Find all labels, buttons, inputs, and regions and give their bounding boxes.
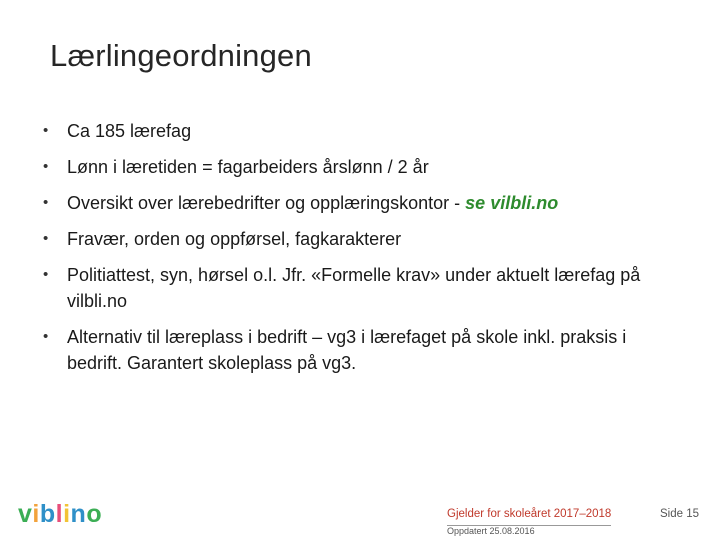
bullet-text: Fravær, orden og oppførsel, fagkarakterer [67,229,402,249]
bullet-text: Alternativ til læreplass i bedrift – vg3 i lærefaget på skole inkl. praksis i bedrift. Garantert skoleplass på vg3. [67,327,627,373]
logo-letter: l [55,500,64,528]
bullet-item [40,118,680,144]
bullet-item [40,262,680,314]
vilbli-link[interactable]: se vilbli.no [465,193,559,213]
logo-letter: n [70,500,87,528]
bullet-item [40,324,680,376]
bullet-text: Politiattest, syn, hørsel o.l. Jfr. «Formelle krav» under aktuelt lærefag på vilbli.no [67,265,641,311]
logo-letter: v [18,500,33,528]
slide-title: Lærlingeordningen [50,38,312,73]
page-number: Side 15 [660,508,700,520]
school-year-note [447,508,611,520]
logo-letter: b [39,500,56,528]
logo-letter: i [63,500,71,528]
bullet-item [40,154,680,180]
bullet-item [40,190,680,216]
logo-letter: o [86,500,103,528]
bullet-list [40,118,680,386]
logo-letter: i [32,500,40,528]
bullet-text: Lønn i læretiden = fagarbeiders årslønn / 2 år [67,157,429,177]
school-year-text: Gjelder for skoleåret 2017–2018 [447,508,612,520]
bullet-text: Oversikt over lærebedrifter og opplæringskontor - [67,193,466,213]
vilbli-logo [18,500,102,529]
bullet-item [40,226,680,252]
updated-date: Oppdatert 25.08.2016 [447,526,535,536]
bullet-text: Ca 185 lærefag [67,121,192,141]
